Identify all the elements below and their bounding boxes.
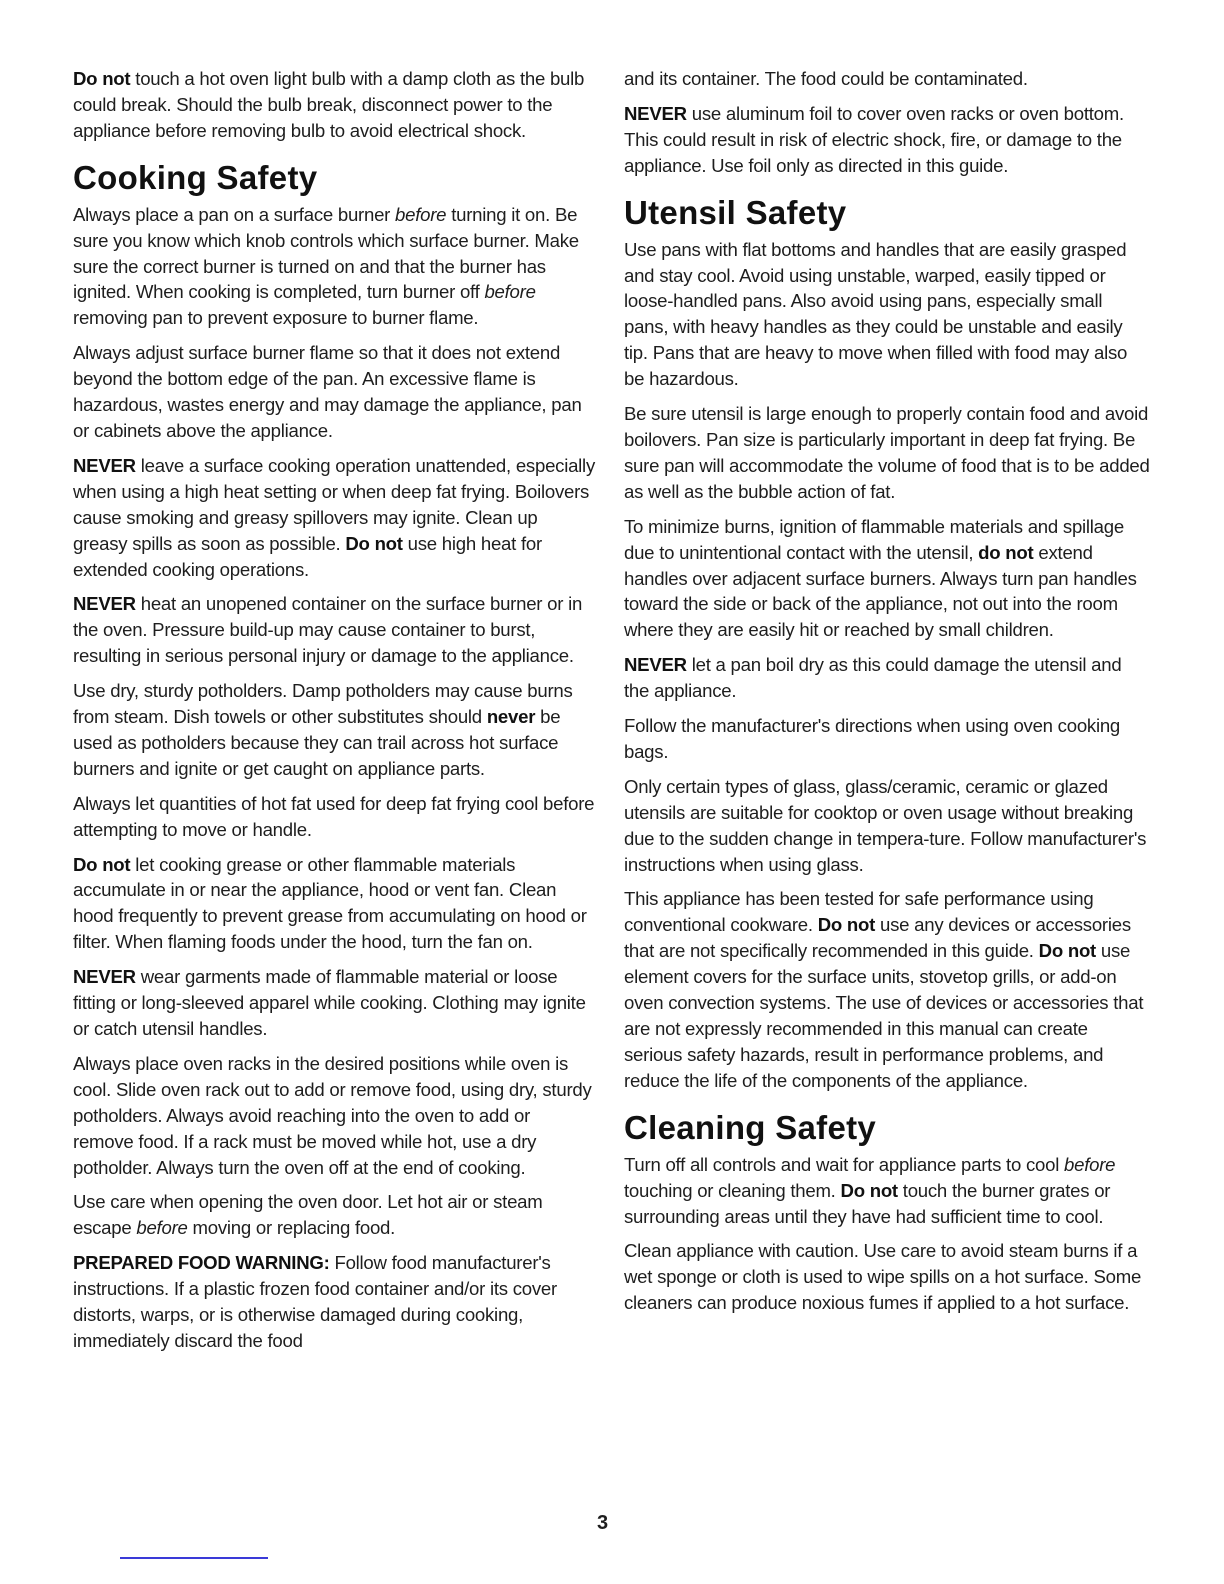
text-run: touch the burner grates or surrounding areas until they have had sufficient time to cool. (624, 1179, 1111, 1227)
text-run: turning it on. Be sure you know which knob controls which surface burner. Make sure the correct burner is turned on and that the burner has ignited. When cooking is completed, turn burner off (73, 203, 579, 303)
paragraph (73, 66, 595, 144)
text-run: heat an unopened container on the surface burner or in the oven. Pressure build-up may cause container to burst, resulting in serious personal injury or damage to the appliance. (73, 593, 583, 667)
paragraph (624, 237, 1150, 392)
text-run: Use dry, sturdy potholders. Damp potholders may cause burns from steam. Dish towels or other substitutes should (73, 680, 573, 728)
section-heading-cooking-safety: Cooking Safety (73, 158, 318, 196)
bold-emphasis: Do not (1038, 940, 1096, 962)
paragraph (73, 202, 595, 332)
paragraph (73, 1051, 595, 1181)
paragraph (73, 678, 595, 782)
text-run: Follow food manufacturer's instructions. If a plastic frozen food container and/or its cover distorts, warps, or is otherwise damaged during cooking, immediately discard the food (73, 1252, 557, 1351)
text-run: This appliance has been tested for safe performance using conventional cookware. (624, 888, 1094, 936)
text-run: wear garments made of flammable material or loose fitting or long-sleeved apparel while cooking. Clothing may ignite or catch utensil handles. (73, 966, 586, 1039)
text-run: use element covers for the surface units, stovetop grills, or add-on oven convection systems. The use of devices or accessories that are not expressly recommended in this manual can create serious safety hazards, result in performance problems, and reduce the life of the components of the appliance. (624, 940, 1144, 1091)
italic-emphasis: before (484, 281, 536, 303)
bold-emphasis: do not (978, 541, 1034, 563)
bold-emphasis: Do not (840, 1179, 898, 1201)
text-run: let a pan boil dry as this could damage the utensil and the appliance. (624, 654, 1122, 702)
text-run: use any devices or accessories that are not specifically recommended in this guide. (624, 914, 1131, 962)
paragraph (73, 964, 595, 1042)
bold-emphasis: Do not (73, 68, 131, 89)
text-run: leave a surface cooking operation unattended, especially when using a high heat setting or when deep fat frying. Boilovers cause smoking and greasy spillovers may ignite. Clean up greasy spills as soon as possible. (73, 454, 595, 554)
paragraph (624, 713, 1150, 765)
paragraph (624, 652, 1150, 704)
text-run: Always adjust surface burner flame so that it does not extend beyond the bottom edge of the pan. An excessive flame is hazardous, wastes energy and may damage the appliance, pan or cabinets above the appliance. (73, 342, 582, 441)
text-run: Only certain types of glass, glass/ceramic, ceramic or glazed utensils are suitable for cooktop or oven usage without breaking due to the sudden change in tempera-ture. Follow manufacturer's instructions when using glass. (624, 775, 1147, 875)
text-run: removing pan to prevent exposure to burner flame. (73, 307, 479, 329)
paragraph (624, 514, 1150, 644)
left-column (73, 66, 595, 1363)
text-run: Always place oven racks in the desired positions while oven is cool. Slide oven rack out to add or remove food, using dry, sturdy potholders. Always avoid reaching into the oven to add or remove food. If a rack must be moved while hot, use a dry potholder. Always turn the oven off at the end of cooking. (73, 1052, 592, 1178)
italic-emphasis: before (1064, 1153, 1116, 1175)
paragraph (624, 1238, 1150, 1316)
text-run: Clean appliance with caution. Use care to avoid steam burns if a wet sponge or cloth is used to wipe spills on a hot surface. Some cleaners can produce noxious fumes if applied to a hot surface. (624, 1240, 1142, 1314)
bold-emphasis: Do not (817, 914, 876, 936)
bold-emphasis: NEVER (73, 966, 136, 988)
text-run: let cooking grease or other flammable materials accumulate in or near the appliance, hood or vent fan. Clean hood frequently to prevent grease from accumulating on hood or filter. When flaming foods under the hood, turn the fan on. (73, 853, 587, 953)
text-run: Be sure utensil is large enough to properly contain food and avoid boilovers. Pan size is particularly important in deep fat frying. Be sure pan will accommodate the volume of food that is to be added as well as the bubble action of fat. (624, 403, 1150, 502)
right-column (624, 66, 1150, 1325)
bold-emphasis: never (486, 706, 536, 728)
text-run: Turn off all controls and wait for appliance parts to cool (624, 1153, 1065, 1175)
paragraph (73, 591, 595, 669)
text-run: Follow the manufacturer's directions when using oven cooking bags. (624, 715, 1121, 762)
text-run: extend handles over adjacent surface burners. Always turn pan handles toward the side or back of the appliance, not out into the room where they are easily hit or reached by small children. (624, 541, 1137, 641)
italic-emphasis: before (395, 203, 447, 225)
italic-emphasis: before (136, 1217, 188, 1239)
paragraph (624, 66, 1150, 92)
text-run: moving or replacing food. (187, 1217, 396, 1239)
paragraph (73, 791, 595, 843)
paragraph (624, 1152, 1150, 1230)
text-run: touch a hot oven light bulb with a damp cloth as the bulb could break. Should the bulb break, disconnect power to the appliance before removing bulb to avoid electrical shock. (73, 68, 585, 141)
bold-emphasis: NEVER (624, 654, 687, 676)
paragraph (624, 774, 1150, 878)
text-run: and its container. The food could be contaminated. (624, 68, 1028, 89)
text-run: Use pans with flat bottoms and handles that are easily grasped and stay cool. Avoid using unstable, warped, easily tipped or loose-handled pans. Also avoid using pans, especially small pans, with heavy handles as they could be unstable and easily tip. Pans that are heavy to move when filled with food may also be hazardous. (624, 238, 1128, 390)
bold-emphasis: NEVER (73, 593, 136, 615)
bold-emphasis: NEVER (624, 102, 687, 124)
text-run: touching or cleaning them. (624, 1179, 841, 1201)
bold-emphasis: Do not (345, 532, 403, 554)
bold-emphasis: PREPARED FOOD WARNING: (73, 1252, 330, 1274)
bold-emphasis: NEVER (73, 454, 136, 476)
page-number: 3 (597, 1512, 609, 1534)
footer-rule (120, 1557, 268, 1559)
text-run: use aluminum foil to cover oven racks or oven bottom. This could result in risk of electric shock, fire, or damage to the appliance. Use foil only as directed in this guide. (624, 102, 1124, 176)
text-run: be used as potholders because they can trail across hot surface burners and ignite or get caught on appliance parts. (73, 706, 561, 779)
section-heading-cleaning-safety: Cleaning Safety (624, 1108, 877, 1146)
section-heading-utensil-safety: Utensil Safety (624, 193, 847, 231)
paragraph (73, 852, 595, 956)
text-run: use high heat for extended cooking operations. (73, 532, 542, 580)
paragraph (73, 1250, 595, 1354)
text-run: Always let quantities of hot fat used for deep fat frying cool before attempting to move or handle. (73, 792, 595, 840)
text-run: Use care when opening the oven door. Let hot air or steam escape (73, 1191, 543, 1239)
text-run: To minimize burns, ignition of flammable materials and spillage due to unintentional contact with the utensil, (624, 515, 1124, 563)
bold-emphasis: Do not (73, 853, 131, 875)
paragraph (73, 1189, 595, 1241)
text-run: Always place a pan on a surface burner (73, 203, 396, 225)
paragraph (73, 453, 595, 583)
paragraph (624, 886, 1150, 1093)
paragraph (624, 101, 1150, 179)
paragraph (624, 401, 1150, 505)
paragraph (73, 340, 595, 444)
